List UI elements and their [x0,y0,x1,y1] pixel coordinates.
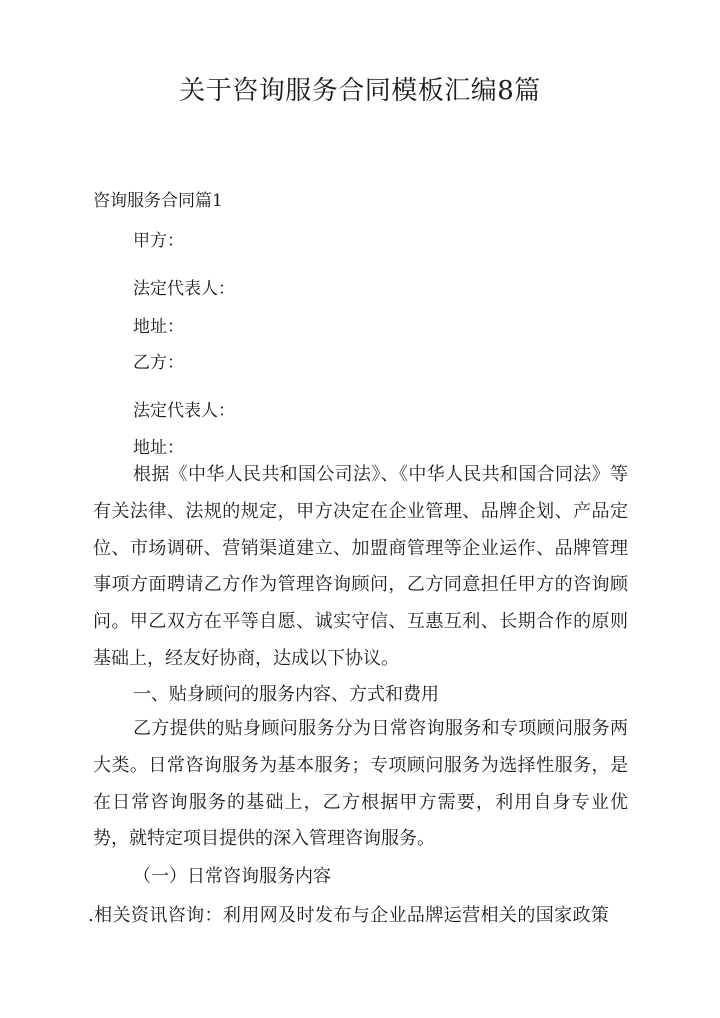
subclause-heading-daily-consulting: （一）日常咨询服务内容 [133,866,331,887]
consulting-item-line: .相关资讯咨询：利用网及时发布与企业品牌运营相关的国家政策 [88,905,610,926]
document-title: 关于咨询服务合同模板汇编8篇 [179,76,541,106]
address-a-label: 地址： [133,317,184,337]
party-a-label: 甲方： [133,231,184,251]
clause-heading-services: 一、贴身顾问的服务内容、方式和费用 [133,684,439,705]
party-b-label: 乙方： [133,353,184,373]
address-b-label: 地址： [133,438,184,458]
section-title: 咨询服务合同篇1 [93,191,223,211]
legal-representative-a-label: 法定代表人： [133,279,235,299]
services-description-paragraph: 乙方提供的贴身顾问服务分为日常咨询服务和专项顾问服务两大类。日常咨询服务为基本服务；专项顾问服务为选择性服务，是在日常咨询服务的基础上，乙方根据甲方需要，利用自身专业优势，就特定项目提供的深入管理咨询服务。 [93,718,628,850]
legal-representative-b-label: 法定代表人： [133,401,235,421]
contract-preamble-paragraph: 根据《中华人民共和国公司法》、《中华人民共和国合同法》等有关法律、法规的规定，甲方决定在企业管理、品牌企划、产品定位、市场调研、营销渠道建立、加盟商管理等企业运作、品牌管理事项方面聘请乙方作为管理咨询顾问，乙方同意担任甲方的咨询顾问。甲乙双方在平等自愿、诚实守信、互惠互利、长期合作的原则基础上，经友好协商，达成以下协议。 [93,464,628,669]
